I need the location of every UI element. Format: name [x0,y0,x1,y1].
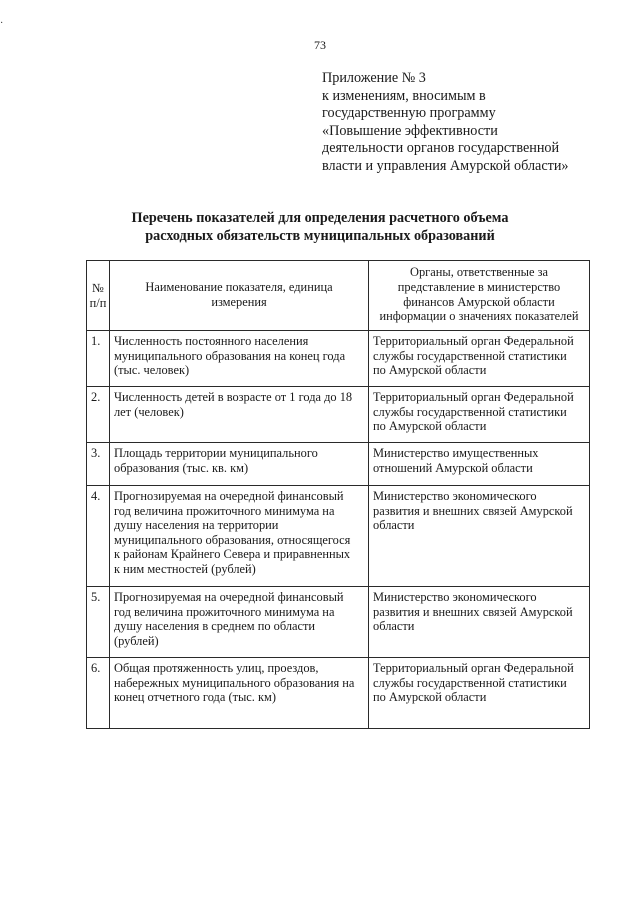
indicators-table [86,260,590,729]
indicator-name-line: муниципального образования на конец года [114,348,346,363]
header-org-line: представление в министерство [397,279,561,294]
indicator-name [110,658,369,729]
responsible-body-line: по Амурской области [373,690,487,705]
indicator-name-line: год величина прожиточного минимума на [114,503,335,518]
responsible-body-line: службы государственной статистики [373,348,567,363]
row-number: 4. [87,486,110,587]
table-row [87,587,590,658]
indicator-name-line: душу населения в среднем по области [114,619,316,634]
header-org-line: информации о значениях показателей [379,309,579,324]
table-row [87,387,590,443]
responsible-body [369,443,590,486]
responsible-body-line: отношений Амурской области [373,460,533,475]
indicator-name-line: Площадь территории муниципального [114,446,318,460]
indicator-name-line: Прогнозируемая на очередной финансовый [114,489,344,503]
indicator-name-line: к районам Крайнего Севера и приравненных [114,547,351,562]
header-number [87,261,110,331]
responsible-body-line: Министерство экономического [373,590,537,604]
header-org-line: Органы, ответственные за [410,265,548,280]
responsible-body-line: области [373,619,415,634]
table-header-row [87,261,590,331]
indicator-name-line: образования (тыс. кв. км) [114,460,249,475]
indicator-name [110,587,369,658]
header-indicator-name [110,261,369,331]
indicator-name-line: Численность детей в возрасте от 1 года до 18 [114,390,353,404]
indicator-name-line: Общая протяженность улиц, проездов, [114,661,319,675]
row-number: 6. [87,658,110,729]
table-row [87,658,590,729]
responsible-body-line: развития и внешних связей Амурской [373,503,573,518]
appendix-line: деятельности органов государственной [322,140,560,157]
indicator-name [110,486,369,587]
indicator-name [110,331,369,387]
indicator-name-line: год величина прожиточного минимума на [114,604,335,619]
margin-mark: · [0,18,4,29]
responsible-body-line: развития и внешних связей Амурской [373,604,573,619]
page-number: 73 [314,38,326,52]
appendix-line: Приложение № 3 [322,70,426,86]
header-org-line: финансов Амурской области [403,294,555,309]
indicator-name-line: конец отчетного года (тыс. км) [114,690,276,705]
responsible-body [369,658,590,729]
table-row [87,331,590,387]
title-line: расходных обязательств муниципальных образований [145,227,495,244]
responsible-body-line: Территориальный орган Федеральной [373,661,574,675]
title-line: Перечень показателей для определения расчетного объема [131,210,509,226]
indicator-name-line: Прогнозируемая на очередной финансовый [114,590,344,604]
row-number: 5. [87,587,110,658]
responsible-body-line: Министерство имущественных [373,446,539,460]
header-name-line: Наименование показателя, единица [145,279,333,294]
responsible-body-line: Министерство экономического [373,489,537,503]
indicator-name-line: к ним местностей (рублей) [114,561,256,576]
row-number: 1. [87,331,110,387]
indicator-name [110,443,369,486]
responsible-body [369,587,590,658]
responsible-body-line: службы государственной статистики [373,404,567,419]
indicator-name-line: (тыс. человек) [114,363,190,378]
row-number: 2. [87,387,110,443]
indicator-name-line: Численность постоянного населения [114,334,309,348]
responsible-body-line: области [373,518,415,533]
indicator-name-line: лет (человек) [114,404,184,419]
indicator-name-line: муниципального образования, относящегося [114,532,351,547]
appendix-line: «Повышение эффективности [322,122,498,139]
appendix-block [322,70,622,176]
header-responsible-body [369,261,590,331]
responsible-body-line: по Амурской области [373,419,487,434]
responsible-body [369,486,590,587]
document-title [0,210,640,245]
indicator-name-line: (рублей) [114,633,159,648]
row-number: 3. [87,443,110,486]
responsible-body [369,331,590,387]
table-row [87,486,590,587]
responsible-body-line: Территориальный орган Федеральной [373,390,574,404]
responsible-body-line: Территориальный орган Федеральной [373,334,574,348]
indicator-name [110,387,369,443]
responsible-body-line: по Амурской области [373,363,487,378]
appendix-line: к изменениям, вносимым в [322,87,486,104]
table-row [87,443,590,486]
responsible-body-line: службы государственной статистики [373,675,567,690]
responsible-body [369,387,590,443]
indicator-name-line: душу населения на территории [114,518,279,533]
appendix-line: власти и управления Амурской области» [322,157,569,174]
header-number-line: п/п [89,295,107,310]
header-name-line: измерения [211,294,267,309]
indicator-name-line: набережных муниципального образования на [114,675,355,690]
header-number-line: № [92,280,104,295]
appendix-line: государственную программу [322,105,496,122]
